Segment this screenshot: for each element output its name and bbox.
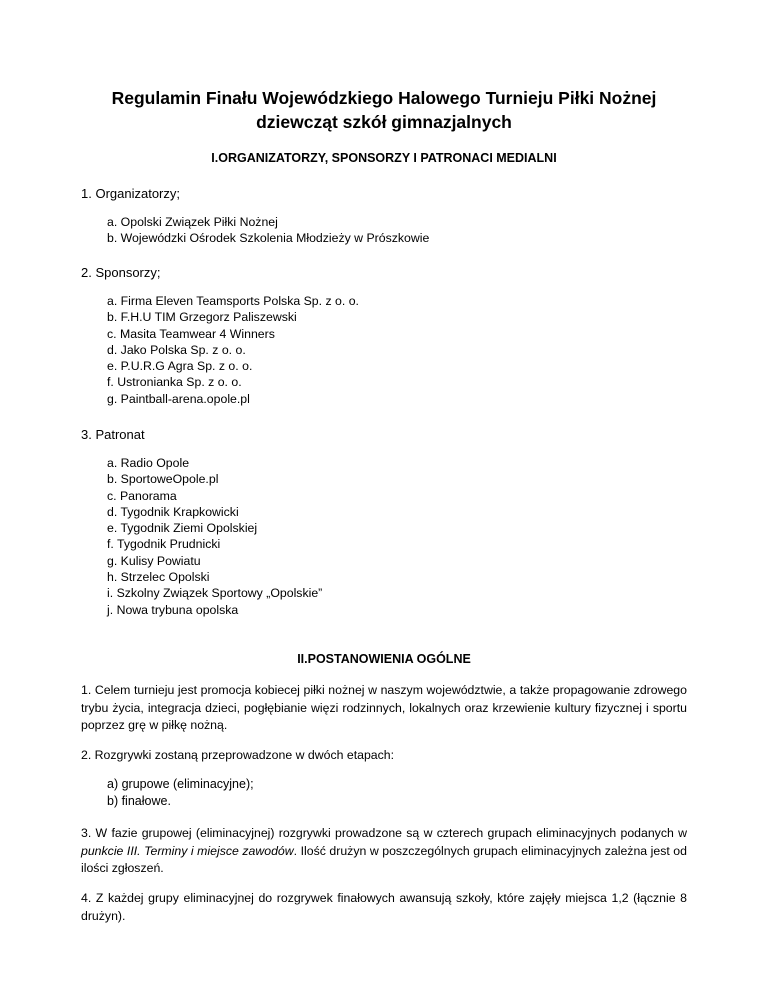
stages-list bbox=[107, 776, 254, 810]
organizers-heading: 1. Organizatorzy; bbox=[81, 186, 180, 201]
list-item: j. Nowa trybuna opolska bbox=[107, 602, 239, 617]
organizers-list bbox=[107, 214, 429, 247]
list-item: b) finałowe. bbox=[107, 794, 171, 808]
paragraph-3-text-end: . Ilość drużyn w poszczególnych grupach eliminacyjnych zależna jest od ilości zgłoszeń. bbox=[81, 843, 687, 875]
paragraph-2: 2. Rozgrywki zostaną przeprowadzone w dwóch etapach: bbox=[81, 748, 395, 762]
list-item: e. Tygodnik Ziemi Opolskiej bbox=[107, 521, 258, 536]
list-item: i. Szkolny Związek Sportowy „Opolskie” bbox=[107, 586, 323, 601]
paragraph-3-emphasis: punkcie III. Terminy i miejsce zawodów bbox=[81, 843, 294, 858]
list-item: a. Opolski Związek Piłki Nożnej bbox=[107, 215, 278, 229]
list-item: e. P.U.R.G Agra Sp. z o. o. bbox=[107, 359, 253, 374]
paragraph-3 bbox=[81, 825, 687, 878]
list-item: d. Jako Polska Sp. z o. o. bbox=[107, 342, 246, 357]
list-item: a. Firma Eleven Teamsports Polska Sp. z o. o. bbox=[107, 294, 359, 308]
list-item: h. Strzelec Opolski bbox=[107, 570, 210, 585]
paragraph-1: 1. Celem turnieju jest promocja kobiecej piłki nożnej w naszym województwie, a także propagowanie zdrowego trybu życia, integracja dzieci, pogłębianie więzi rodzinnych, lokalnych oraz krzewienie kultury fizycznej i sportu poprzez grę w piłkę nożną. bbox=[81, 683, 687, 732]
list-item: b. F.H.U TIM Grzegorz Paliszewski bbox=[107, 310, 297, 325]
sponsors-list bbox=[107, 293, 359, 407]
list-item: d. Tygodnik Krapkowicki bbox=[107, 504, 239, 519]
paragraph-4: 4. Z każdej grupy eliminacyjnej do rozgrywek finałowych awansują szkoły, które zajęły miejsca 1,2 (łącznie 8 drużyn). bbox=[81, 891, 687, 923]
list-item: f. Ustronianka Sp. z o. o. bbox=[107, 375, 242, 390]
paragraph-3-text-start: 3. W fazie grupowej (eliminacyjnej) rozgrywki prowadzone są w czterech grupach eliminacyjnych podanych w bbox=[81, 826, 687, 840]
list-item: a. Radio Opole bbox=[107, 456, 190, 470]
document-title-line-1: Regulamin Finału Wojewódzkiego Halowego Turnieju Piłki Nożnej bbox=[111, 88, 657, 108]
list-item: c. Masita Teamwear 4 Winners bbox=[107, 326, 275, 341]
list-item: f. Tygodnik Prudnicki bbox=[107, 537, 221, 552]
document-title-line-2: dziewcząt szkół gimnazjalnych bbox=[256, 112, 512, 132]
section-1-heading: I.ORGANIZATORZY, SPONSORZY I PATRONACI MEDIALNI bbox=[211, 151, 557, 165]
patronage-list bbox=[107, 455, 322, 618]
section-2-heading: II.POSTANOWIENIA OGÓLNE bbox=[297, 652, 471, 666]
list-item: b. Wojewódzki Ośrodek Szkolenia Młodzieży w Prószkowie bbox=[107, 231, 430, 246]
sponsors-heading: 2. Sponsorzy; bbox=[81, 265, 161, 280]
list-item: a) grupowe (eliminacyjne); bbox=[107, 777, 254, 791]
list-item: b. SportoweOpole.pl bbox=[107, 472, 219, 487]
list-item: g. Kulisy Powiatu bbox=[107, 553, 201, 568]
list-item: c. Panorama bbox=[107, 488, 177, 503]
patronage-heading: 3. Patronat bbox=[81, 427, 145, 442]
list-item: g. Paintball-arena.opole.pl bbox=[107, 391, 250, 406]
